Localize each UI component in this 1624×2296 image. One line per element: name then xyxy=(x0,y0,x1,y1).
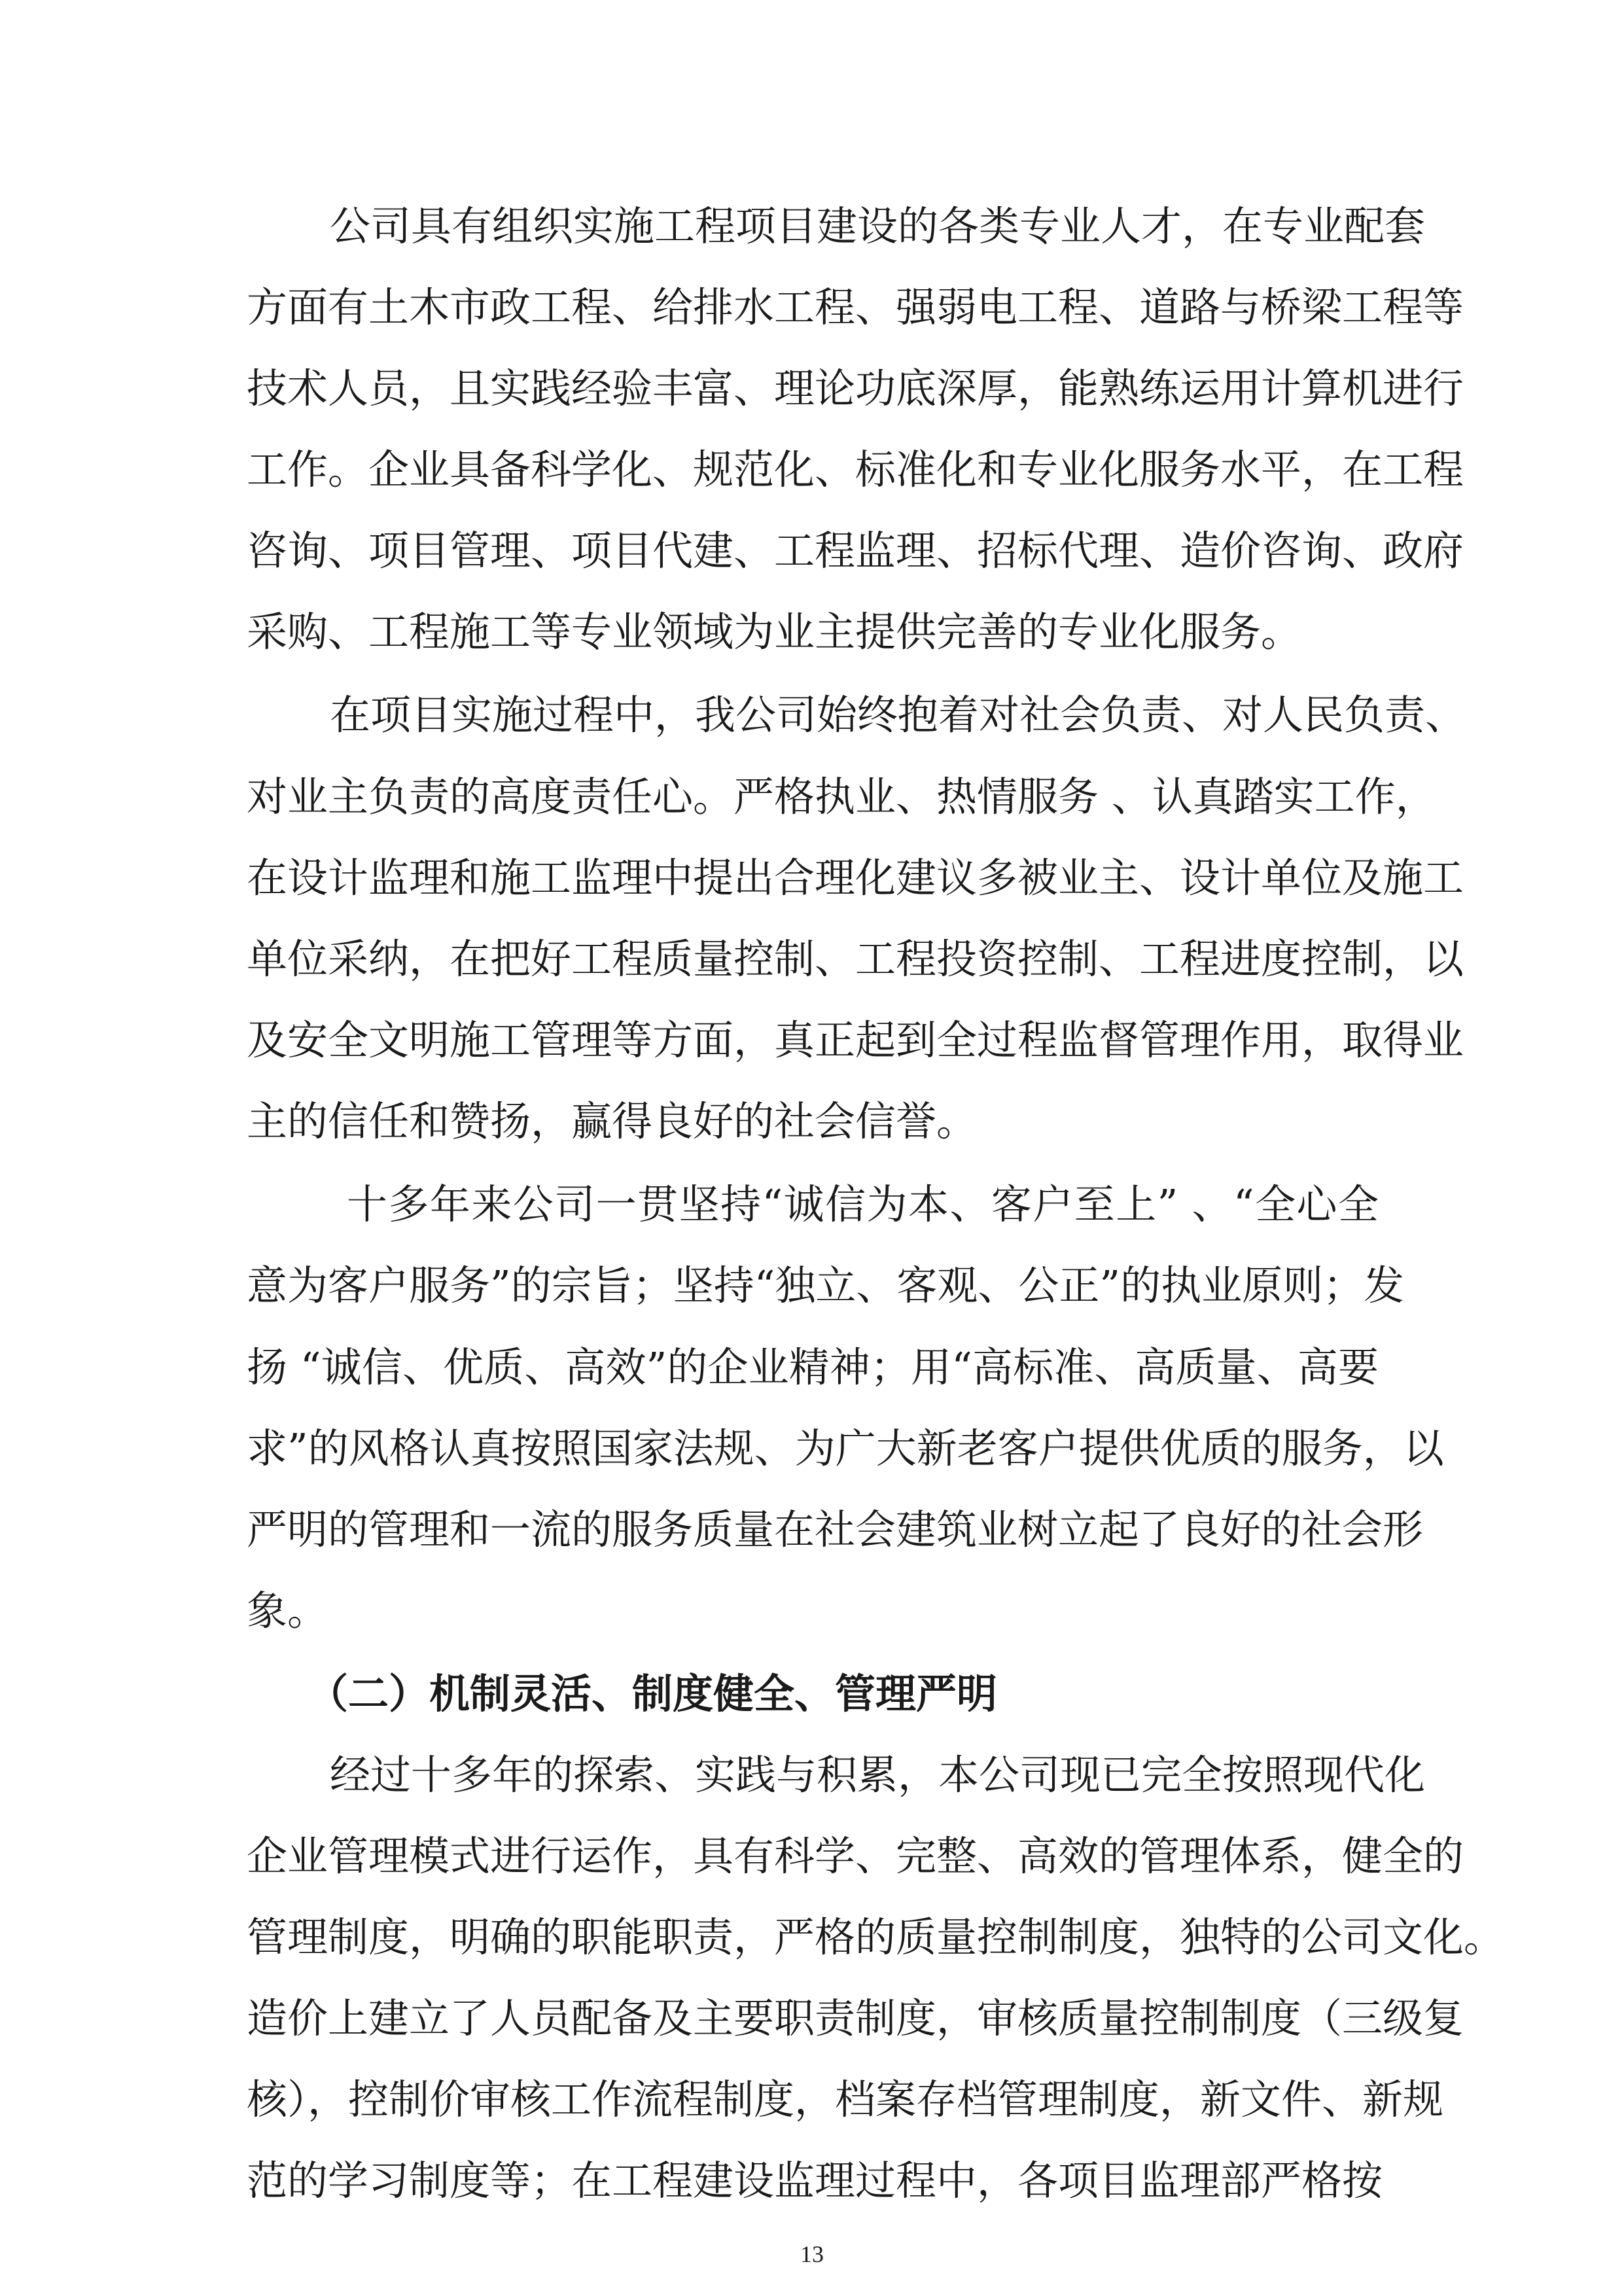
paragraph-4-line-4: 造价上建立了人员配备及主要职责制度，审核质量控制制度（三级复 xyxy=(247,1994,1464,2042)
paragraph-2-line-5: 及安全文明施工管理等方面，真正起到全过程监督管理作用，取得业 xyxy=(247,1016,1464,1064)
paragraph-1-line-5: 咨询、项目管理、项目代建、工程监理、招标代理、造价咨询、政府 xyxy=(247,527,1464,574)
paragraph-2-line-3: 在设计监理和施工监理中提出合理化建议多被业主、设计单位及施工 xyxy=(247,854,1464,902)
paragraph-4-line-1: 经过十多年的探索、实践与积累，本公司现已完全按照现代化 xyxy=(330,1751,1426,1799)
paragraph-2-line-6: 主的信任和赞扬，赢得良好的社会信誉。 xyxy=(247,1097,978,1145)
paragraph-1-line-3: 技术人员，且实践经验丰富、理论功底深厚，能熟练运用计算机进行 xyxy=(247,364,1464,412)
paragraph-3-line-3: 扬 “诚信、优质、高效”的企业精神；用“高标准、高质量、高要 xyxy=(247,1343,1379,1391)
paragraph-4-line-6: 范的学习制度等；在工程建设监理过程中，各项目监理部严格按 xyxy=(247,2157,1383,2204)
paragraph-4-line-3: 管理制度，明确的职能职责，严格的质量控制制度，独特的公司文化。 xyxy=(247,1913,1505,1961)
paragraph-3-line-1: 十多年来公司一贯坚持“诚信为本、客户至上” 、“全心全 xyxy=(347,1180,1379,1228)
paragraph-3-line-6: 象。 xyxy=(247,1587,328,1634)
paragraph-1-line-1: 公司具有组织实施工程项目建设的各类专业人才，在专业配套 xyxy=(330,202,1426,250)
paragraph-2-line-1: 在项目实施过程中，我公司始终抱着对社会负责、对人民负责、 xyxy=(330,691,1466,739)
paragraph-1-line-2: 方面有土木市政工程、给排水工程、强弱电工程、道路与桥梁工程等 xyxy=(247,283,1464,331)
section-heading: （二）机制灵活、制度健全、管理严明 xyxy=(308,1670,998,1718)
paragraph-4-line-2: 企业管理模式进行运作，具有科学、完整、高效的管理体系，健全的 xyxy=(247,1832,1464,1880)
paragraph-2-line-4: 单位采纳，在把好工程质量控制、工程投资控制、工程进度控制，以 xyxy=(247,935,1464,983)
paragraph-3-line-2: 意为客户服务”的宗旨；坚持“独立、客观、公正”的执业原则；发 xyxy=(247,1262,1405,1309)
paragraph-1-line-4: 工作。企业具备科学化、规范化、标准化和专业化服务水平，在工程 xyxy=(247,446,1464,493)
paragraph-1-line-6: 采购、工程施工等专业领域为业主提供完善的专业化服务。 xyxy=(247,608,1302,656)
paragraph-4-line-5: 核），控制价审核工作流程制度，档案存档管理制度，新文件、新规 xyxy=(247,2075,1444,2123)
page-number: 13 xyxy=(800,2241,824,2267)
paragraph-2-line-2: 对业主负责的高度责任心。严格执业、热情服务 、认真踏实工作， xyxy=(247,773,1436,821)
paragraph-3-line-4: 求”的风格认真按照国家法规、为广大新老客户提供优质的服务，以 xyxy=(247,1424,1444,1472)
paragraph-3-line-5: 严明的管理和一流的服务质量在社会建筑业树立起了良好的社会形 xyxy=(247,1506,1424,1553)
